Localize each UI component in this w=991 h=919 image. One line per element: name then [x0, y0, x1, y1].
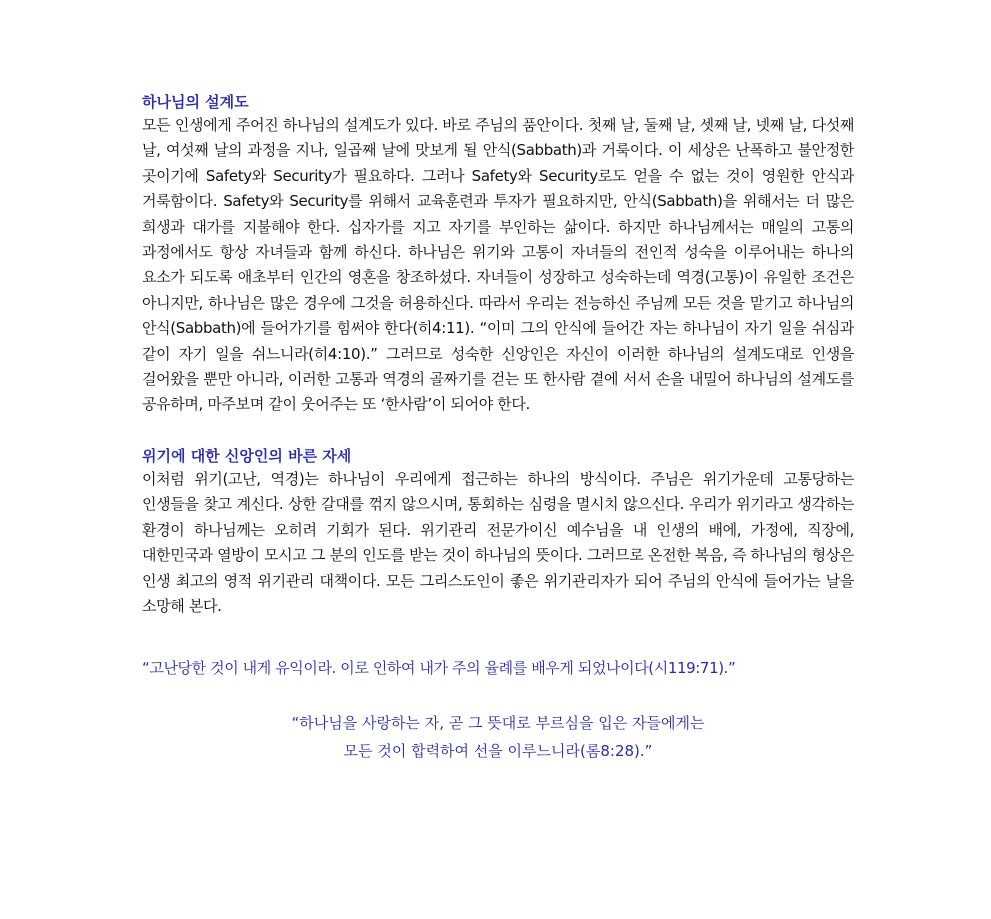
section-design: [142, 92, 854, 418]
scripture-quote-romans-line2: 모든 것이 합력하여 선을 이루느니라(롬8:28).”: [343, 742, 653, 761]
section-body-crisis: 이처럼 위기(고난, 역경)는 하나님이 우리에게 접근하는 하나의 방식이다. 주님은 위기가운데 고통당하는 인생들을 찾고 계신다. 상한 갈대를 꺾지 않으시며, 통회하는 심령을 멸시치 않으신다. 우리가 위기라고 생각하는 환경이 하나님께는 오히려 기회가 된다. 위기관리 전문가이신 예수님을 내 인생의 배에, 가정에, 직장에, 대한민국과 열방이 모시고 그 분의 인도를 받는 것이 하나님의 뜻이다. 그러므로 온전한 복음, 즉 하나님의 형상은 인생 최고의 영적 위기관리 대책이다. 모든 그리스도인이 좋은 위기관리자가 되어 주님의 안식에 들어가는 날을 소망해 본다.: [142, 469, 854, 615]
section-heading-design: 하나님의 설계도: [142, 93, 249, 111]
scripture-quote-romans-line1: “하나님을 사랑하는 자, 곧 그 뜻대로 부르심을 입은 자들에게는: [291, 714, 705, 733]
section-body-design: 모든 인생에게 주어진 하나님의 설계도가 있다. 바로 주님의 품안이다. 첫째 날, 둘째 날, 셋째 날, 넷째 날, 다섯째 날, 여섯째 날의 과정을 지나, 일곱째 날에 맛보게 될 안식(Sabbath)과 거룩이다. 이 세상은 난폭하고 불안정한 곳이기에 Safety와 Security가 필요하다. 그러나 Safety와 Security로도 얻을 수 없는 것이 영원한 안식과 거룩함이다. Safety와 Security를 위해서 교육훈련과 투자가 필요하지만, 안식(Sabbath)을 위해서는 더 많은 희생과 대가를 지불해야 한다. 십자가를 지고 자기를 부인하는 삶이다. 하지만 하나님께서는 매일의 고통의 과정에서도 항상 자녀들과 함께 하신다. 하나님은 위기와 고통이 자녀들의 전인적 성숙을 이루어내는 하나의 요소가 되도록 애초부터 인간의 영혼을 창조하셨다. 자녀들이 성장하고 성숙하는데 역경(고통)이 유일한 조건은 아니지만, 하나님은 많은 경우에 그것을 허용하신다. 따라서 우리는 전능하신 주님께 모든 것을 맡기고 하나님의 안식(Sabbath)에 들어가기를 힘써야 한다(히4:11). “이미 그의 안식에 들어간 자는 하나님이 자기 일을 쉬심과 같이 자기 일을 쉬느니라(히4:10).” 그러므로 성숙한 신앙인은 자신이 이러한 하나님의 설계도대로 인생을 걸어왔을 뿐만 아니라, 이러한 고통과 역경의 골짜기를 걷는 또 한사람 곁에 서서 손을 내밀어 하나님의 설계도를 공유하며, 마주보며 같이 웃어주는 또 ‘한사람’이 되어야 한다.: [142, 116, 854, 414]
section-crisis-attitude: [142, 446, 854, 619]
scripture-quote-romans: [142, 709, 854, 765]
document-page: [142, 92, 854, 765]
section-heading-crisis: 위기에 대한 신앙인의 바른 자세: [142, 446, 352, 465]
scripture-quote-psalm: “고난당한 것이 내게 유익이라. 이로 인하여 내가 주의 율례를 배우게 되었나이다(시119:71).”: [142, 659, 736, 678]
